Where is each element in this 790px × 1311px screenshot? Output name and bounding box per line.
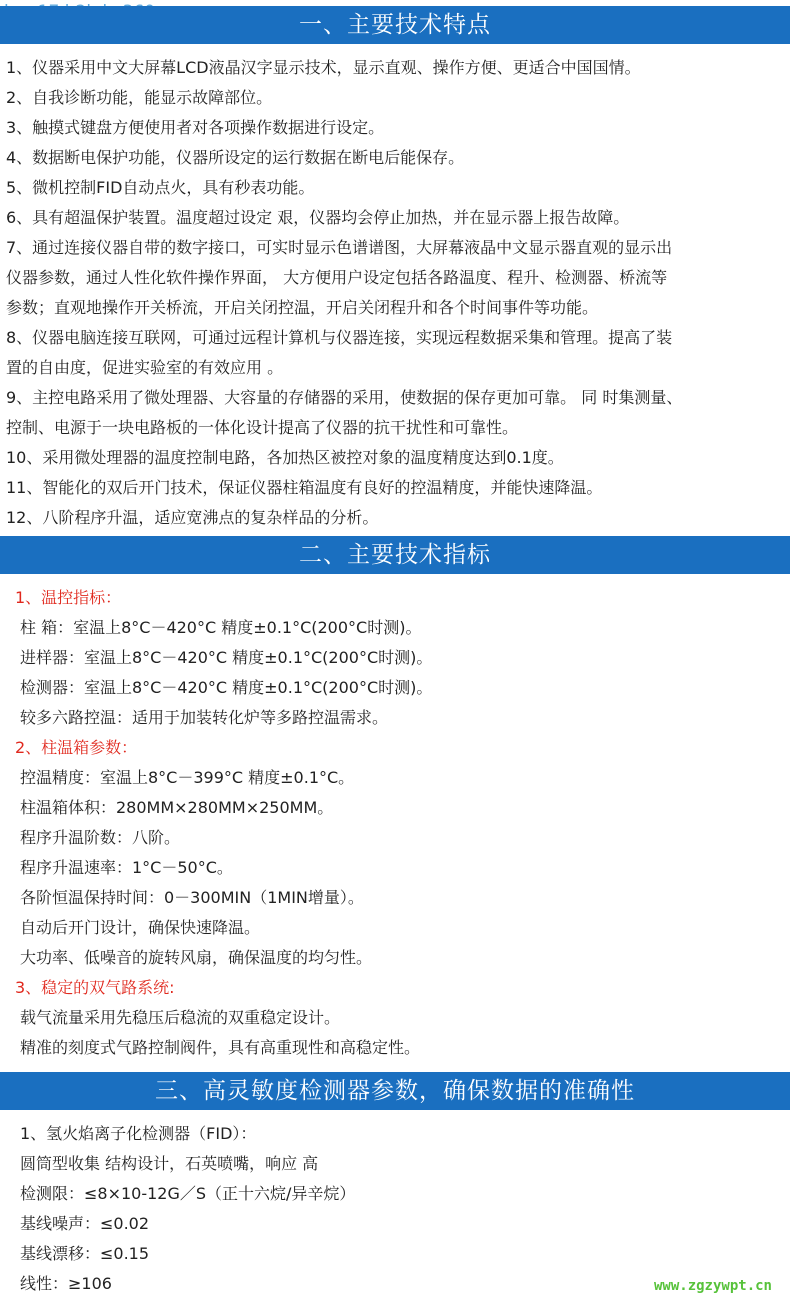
spec-line: 程序升温阶数：八阶。 (20, 828, 181, 847)
spec-line: 检测器：室温上8°C－420°C 精度±0.1°C(200°C时测)。 (20, 678, 433, 697)
feature-line: 12、八阶程序升温，适应宽沸点的复杂样品的分析。 (6, 508, 379, 527)
spec-line: 程序升温速率：1°C－50°C。 (20, 858, 233, 877)
spec-line: 较多六路控温：适用于加装转化炉等多路控温需求。 (20, 708, 389, 727)
spec-line: 载气流量采用先稳压后稳流的双重稳定设计。 (20, 1008, 341, 1027)
detector-line: 检测限：≤8×10-12G／S（正十六烷/异辛烷） (20, 1184, 356, 1203)
spec-line: 柱 箱：室温上8°C－420°C 精度±0.1°C(200°C时测)。 (20, 618, 422, 637)
section-2-title: 二、主要技术指标 (0, 536, 790, 574)
feature-line: 2、自我诊断功能，能显示故障部位。 (6, 88, 273, 107)
spec-line: 精准的刻度式气路控制阀件，具有高重现性和高稳定性。 (20, 1038, 421, 1057)
feature-line: 3、触摸式键盘方便使用者对各项操作数据进行设定。 (6, 118, 385, 137)
feature-line: 1、仪器采用中文大屏幕LCD液晶汉字显示技术，显示直观、操作方便、更适合中国国情。 (6, 58, 641, 77)
feature-line: 仪器参数，通过人性化软件操作界面， 大方便用户设定包括各路温度、程升、检测器、桥流等 (6, 268, 668, 287)
detector-line: 圆筒型收集 结构设计，石英喷嘴，响应 高 (20, 1154, 319, 1173)
spec-line: 柱温箱体积：280MM×280MM×250MM。 (20, 798, 334, 817)
spec-line: 控温精度：室温上8°C－399°C 精度±0.1°C。 (20, 768, 355, 787)
feature-line: 10、采用微处理器的温度控制电路，各加热区被控对象的温度精度达到0.1度。 (6, 448, 564, 467)
feature-line: 控制、电源于一块电路板的一体化设计提高了仪器的抗干扰性和可靠性。 (6, 418, 519, 437)
detector-line: 基线噪声：≤0.02 (20, 1214, 150, 1233)
detector-line: 基线漂移：≤0.15 (20, 1244, 150, 1263)
section-3-title: 三、高灵敏度检测器参数，确保数据的准确性 (0, 1072, 790, 1110)
subsection-title-gas-path: 3、稳定的双气路系统: (15, 978, 175, 997)
feature-line: 4、数据断电保护功能，仪器所设定的运行数据在断电后能保存。 (6, 148, 465, 167)
feature-line: 11、智能化的双后开门技术，保证仪器柱箱温度有良好的控温精度，并能快速降温。 (6, 478, 603, 497)
spec-line: 大功率、低噪音的旋转风扇，确保温度的均匀性。 (20, 948, 373, 967)
spec-line: 各阶恒温保持时间：0－300MIN（1MIN增量）。 (20, 888, 364, 907)
feature-line: 5、微机控制FID自动点火，具有秒表功能。 (6, 178, 315, 197)
spec-line: 自动后开门设计，确保快速降温。 (20, 918, 261, 937)
feature-line: 参数；直观地操作开关桥流，开启关闭控温，开启关闭程升和各个时间事件等功能。 (6, 298, 599, 317)
feature-line: 9、主控电路采用了微处理器、大容量的存储器的采用，使数据的保存更加可靠。 同 时集测量、 (6, 388, 683, 407)
subsection-title-column-oven: 2、柱温箱参数： (15, 738, 138, 757)
feature-line: 6、具有超温保护装置。温度超过设定 艰，仪器均会停止加热，并在显示器上报告故障。 (6, 208, 630, 227)
detector-line: 线性：≥106 (20, 1274, 112, 1293)
spec-line: 进样器：室温上8°C－420°C 精度±0.1°C(200°C时测)。 (20, 648, 433, 667)
feature-line: 置的自由度，促进实验室的有效应用 。 (6, 358, 284, 377)
subsection-title-temp-control: 1、温控指标： (15, 588, 122, 607)
section-1-title: 一、主要技术特点 (0, 6, 790, 44)
feature-line: 7、通过连接仪器自带的数字接口，可实时显示色谱谱图，大屏幕液晶中文显示器直观的显示出 (6, 238, 673, 257)
detector-line: 1、氢火焰离子化检测器（FID）： (20, 1124, 257, 1143)
watermark-site: www.zgzywpt.cn (653, 1278, 772, 1294)
feature-line: 8、仪器电脑连接互联网，可通过远程计算机与仪器连接，实现远程数据采集和管理。提高了装 (6, 328, 673, 347)
